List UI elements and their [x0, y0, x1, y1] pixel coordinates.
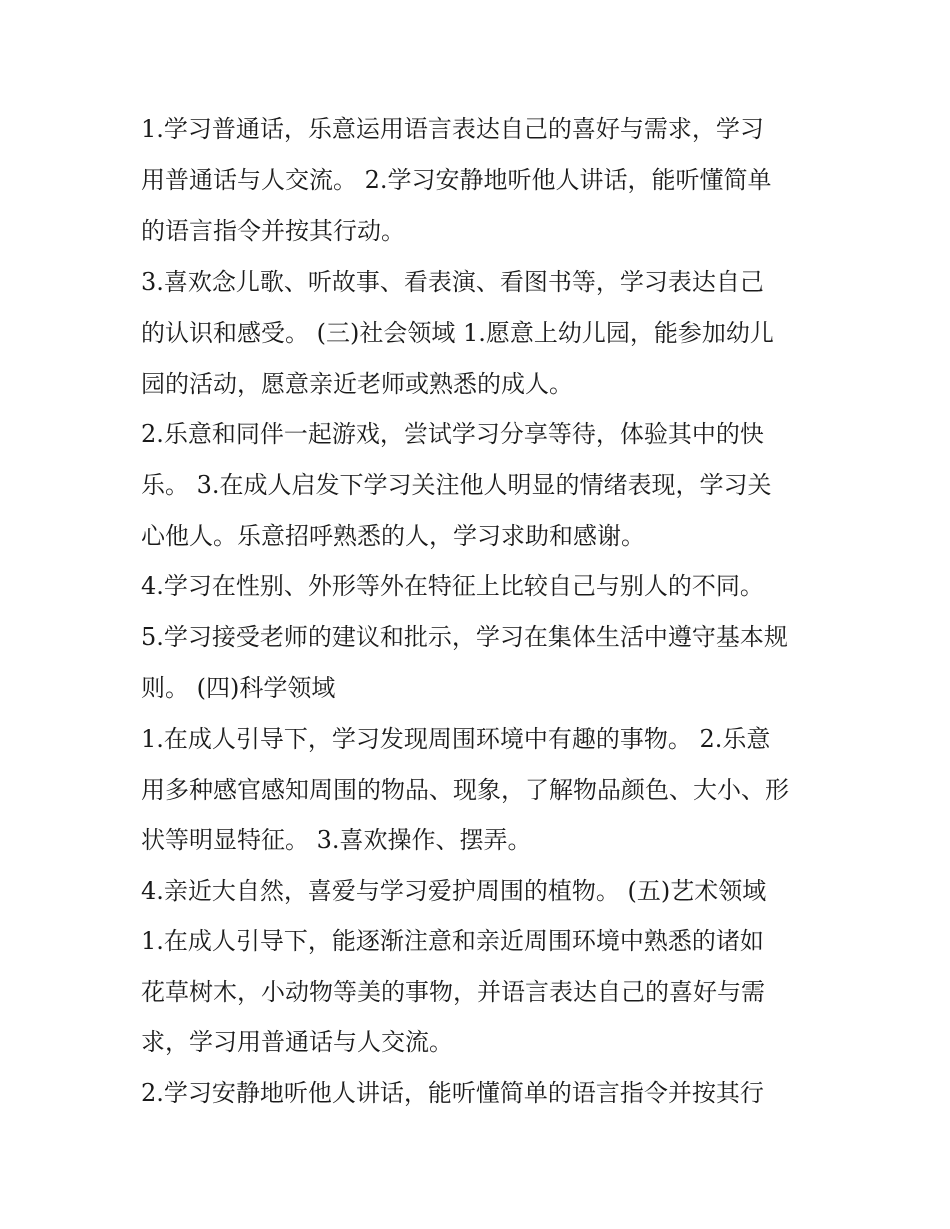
text-line: 的认识和感受。 (三)社会领域 1.愿意上幼儿园，能参加幼儿 [141, 319, 774, 347]
text-line: 2.乐意和同伴一起游戏，尝试学习分享等待，体验其中的快 [141, 420, 764, 448]
text-line: 的语言指令并按其行动。 [141, 217, 405, 245]
text-line: 用普通话与人交流。 2.学习安静地听他人讲话，能听懂简单 [141, 166, 772, 194]
text-line: 1.在成人引导下，学习发现周围环境中有趣的事物。 2.乐意 [141, 725, 771, 753]
text-line: 4.亲近大自然，喜爱与学习爱护周围的植物。 (五)艺术领域 [141, 877, 767, 905]
text-line: 状等明显特征。 3.喜欢操作、摆弄。 [141, 826, 532, 854]
text-line: 用多种感官感知周围的物品、现象，了解物品颜色、大小、形 [141, 776, 789, 804]
text-line: 则。 (四)科学领域 [141, 674, 336, 702]
text-line: 4.学习在性别、外形等外在特征上比较自己与别人的不同。 [141, 572, 764, 600]
text-line: 乐。 3.在成人启发下学习关注他人明显的情绪表现，学习关 [141, 471, 772, 499]
text-line: 花草树木，小动物等美的事物，并语言表达自己的喜好与需 [141, 978, 765, 1006]
text-line: 求，学习用普通话与人交流。 [141, 1028, 453, 1056]
text-line: 心他人。乐意招呼熟悉的人，学习求助和感谢。 [141, 522, 645, 550]
text-line: 1.学习普通话，乐意运用语言表达自己的喜好与需求，学习 [141, 115, 764, 143]
text-line: 5.学习接受老师的建议和批示，学习在集体生活中遵守基本规 [141, 623, 788, 651]
text-line: 1.在成人引导下，能逐渐注意和亲近周围环境中熟悉的诸如 [141, 927, 764, 955]
text-line: 3.喜欢念儿歌、听故事、看表演、看图书等，学习表达自己 [141, 268, 764, 296]
text-line: 2.学习安静地听他人讲话，能听懂简单的语言指令并按其行 [141, 1079, 764, 1107]
text-line: 园的活动，愿意亲近老师或熟悉的成人。 [141, 370, 573, 398]
